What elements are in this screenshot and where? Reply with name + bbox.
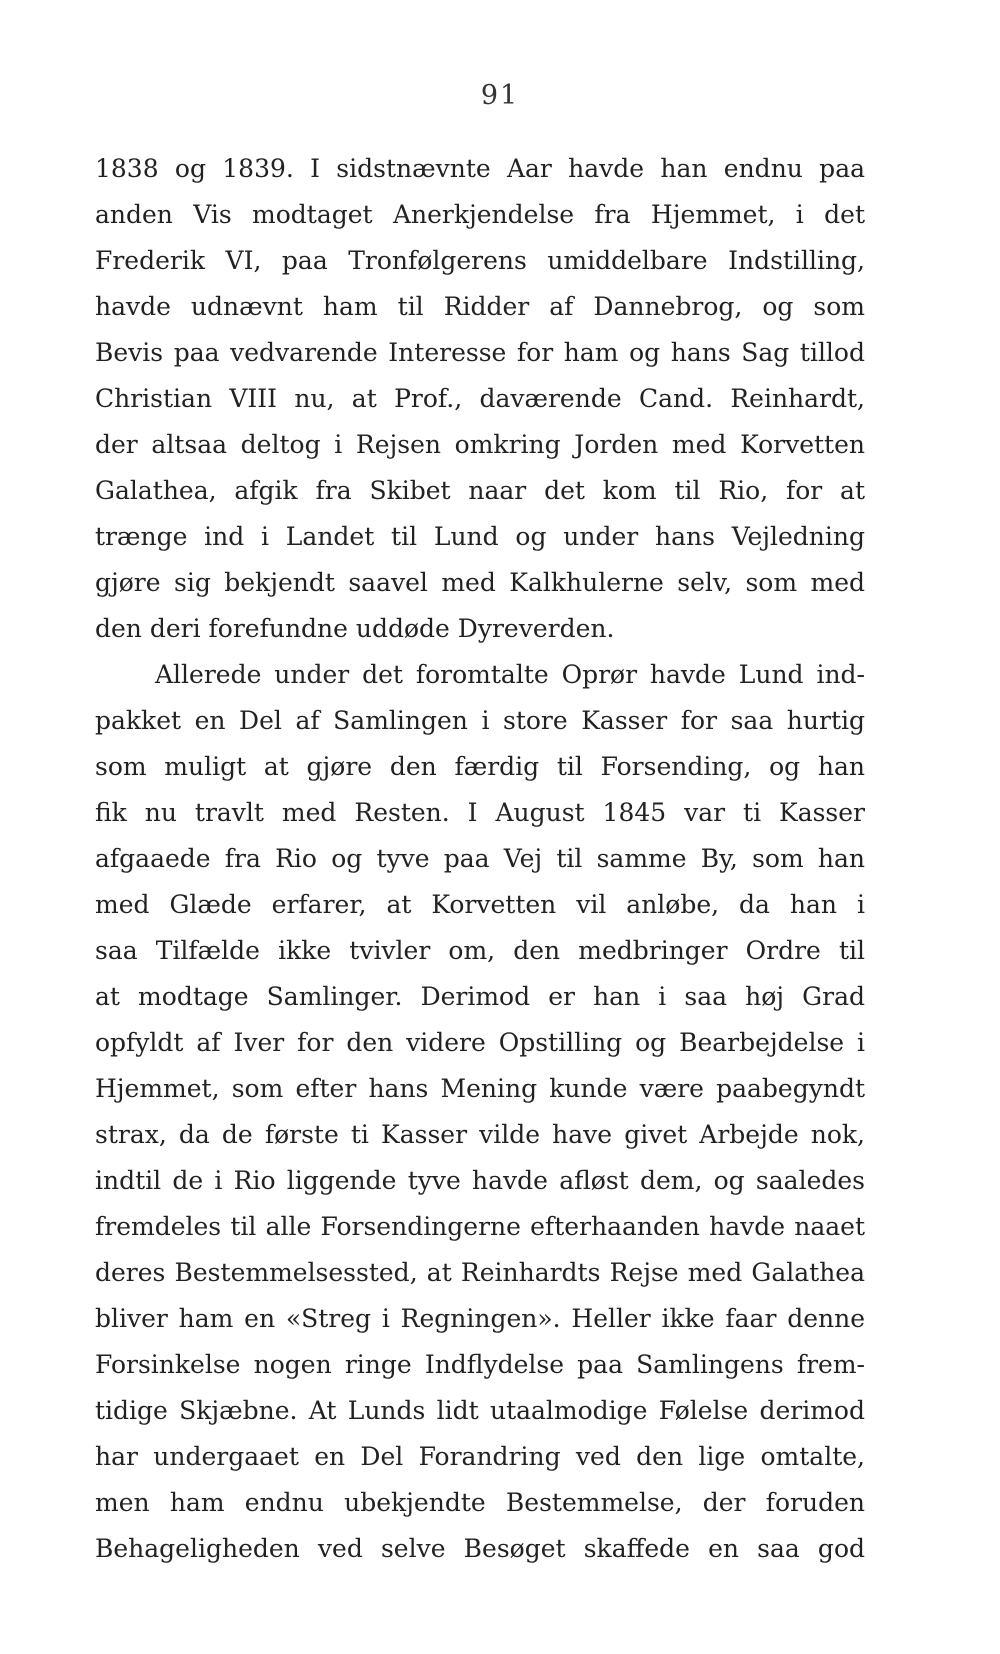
text-line: saa Tilfælde ikke tvivler om, den medbringer Ordre til xyxy=(95,936,865,965)
text-line: pakket en Del af Samlingen i store Kasser for saa hurtig xyxy=(95,706,865,735)
text-line: anden Vis modtaget Anerkjendelse fra Hjemmet, i det xyxy=(95,200,865,229)
text-line: som muligt at gjøre den færdig til Forsending, og han xyxy=(95,752,865,781)
text-line: Hjemmet, som efter hans Mening kunde være paabegyndt xyxy=(95,1074,865,1103)
text-line: Allerede under det foromtalte Oprør havde Lund ind- xyxy=(155,660,865,689)
text-line: med Glæde erfarer, at Korvetten vil anløbe, da han i xyxy=(95,890,865,919)
text-line: Frederik VI, paa Tronfølgerens umiddelbare Indstilling, xyxy=(95,246,865,275)
text-line: trænge ind i Landet til Lund og under hans Vejledning xyxy=(95,522,865,551)
text-line: 1838 og 1839. I sidstnævnte Aar havde han endnu paa xyxy=(95,154,865,183)
text-line: indtil de i Rio liggende tyve havde afløst dem, og saaledes xyxy=(95,1166,865,1195)
text-line: den deri forefundne uddøde Dyreverden. xyxy=(95,614,615,643)
text-line: afgaaede fra Rio og tyve paa Vej til samme By, som han xyxy=(95,844,865,873)
text-line: at modtage Samlinger. Derimod er han i saa høj Grad xyxy=(95,982,865,1011)
text-line: men ham endnu ubekjendte Bestemmelse, der foruden xyxy=(95,1488,865,1517)
text-line: bliver ham en «Streg i Regningen». Heller ikke faar denne xyxy=(95,1304,865,1333)
text-line: tidige Skjæbne. At Lunds lidt utaalmodige Følelse derimod xyxy=(95,1396,865,1425)
text-line: fremdeles til alle Forsendingerne efterhaanden havde naaet xyxy=(95,1212,865,1241)
text-line: Bevis paa vedvarende Interesse for ham og hans Sag tillod xyxy=(95,338,865,367)
text-line: Forsinkelse nogen ringe Indflydelse paa Samlingens frem- xyxy=(95,1350,865,1379)
text-line: havde udnævnt ham til Ridder af Dannebrog, og som xyxy=(95,292,865,321)
page-number: 91 xyxy=(480,80,520,111)
text-line: Christian VIII nu, at Prof., daværende Cand. Reinhardt, xyxy=(95,384,865,413)
text-line: fik nu travlt med Resten. I August 1845 var ti Kasser xyxy=(95,798,865,827)
text-line: strax, da de første ti Kasser vilde have givet Arbejde nok, xyxy=(95,1120,865,1149)
text-line: Behageligheden ved selve Besøget skaffede en saa god xyxy=(95,1534,865,1563)
text-line: deres Bestemmelsessted, at Reinhardts Rejse med Galathea xyxy=(95,1258,865,1287)
text-line: Galathea, afgik fra Skibet naar det kom til Rio, for at xyxy=(95,476,865,505)
body-text xyxy=(95,146,865,1572)
text-line: gjøre sig bekjendt saavel med Kalkhulerne selv, som med xyxy=(95,568,865,597)
text-line: opfyldt af Iver for den videre Opstilling og Bearbejdelse i xyxy=(95,1028,865,1057)
text-line: har undergaaet en Del Forandring ved den lige omtalte, xyxy=(95,1442,865,1471)
text-line: der altsaa deltog i Rejsen omkring Jorden med Korvetten xyxy=(95,430,865,459)
